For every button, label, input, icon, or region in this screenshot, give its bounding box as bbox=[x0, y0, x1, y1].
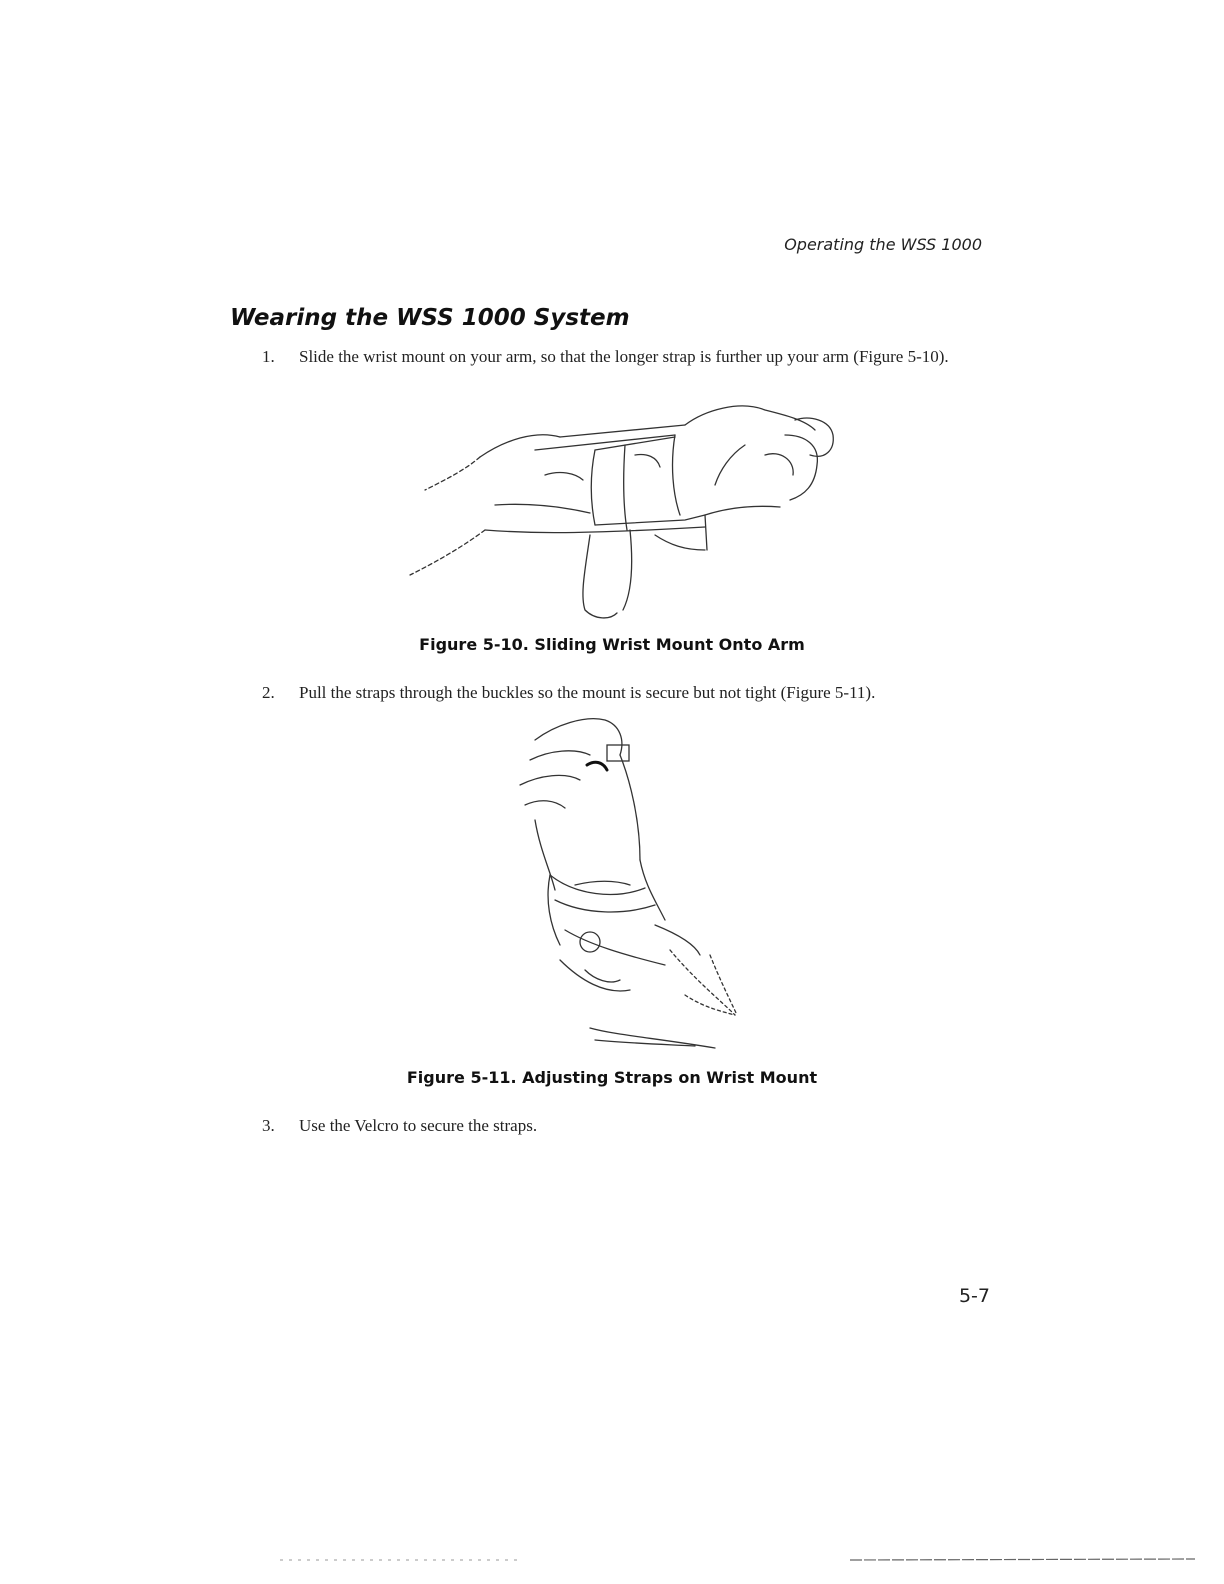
step-number: 1. bbox=[262, 347, 275, 366]
figure-5-11-caption: Figure 5-11. Adjusting Straps on Wrist Mount bbox=[406, 1068, 818, 1087]
figure-5-10-illustration bbox=[385, 395, 855, 630]
scan-artifact-line bbox=[280, 1555, 1200, 1565]
step-number: 2. bbox=[262, 683, 275, 702]
page-number: 5-7 bbox=[958, 1285, 990, 1307]
figure-5-10-caption: Figure 5-10. Sliding Wrist Mount Onto Arm bbox=[419, 635, 805, 654]
step-3 bbox=[262, 1114, 1002, 1137]
step-number: 3. bbox=[262, 1116, 275, 1135]
running-header: Operating the WSS 1000 bbox=[784, 235, 982, 254]
step-text: Use the Velcro to secure the straps. bbox=[299, 1116, 538, 1135]
step-text: Slide the wrist mount on your arm, so that the longer strap is further up your arm (Figure 5-10). bbox=[299, 347, 949, 366]
step-text: Pull the straps through the buckles so the mount is secure but not tight (Figure 5-11). bbox=[299, 683, 876, 702]
figure-5-11-illustration bbox=[495, 710, 755, 1060]
step-1 bbox=[262, 345, 1002, 368]
step-2 bbox=[262, 681, 1002, 704]
section-title: Wearing the WSS 1000 System bbox=[230, 305, 630, 331]
